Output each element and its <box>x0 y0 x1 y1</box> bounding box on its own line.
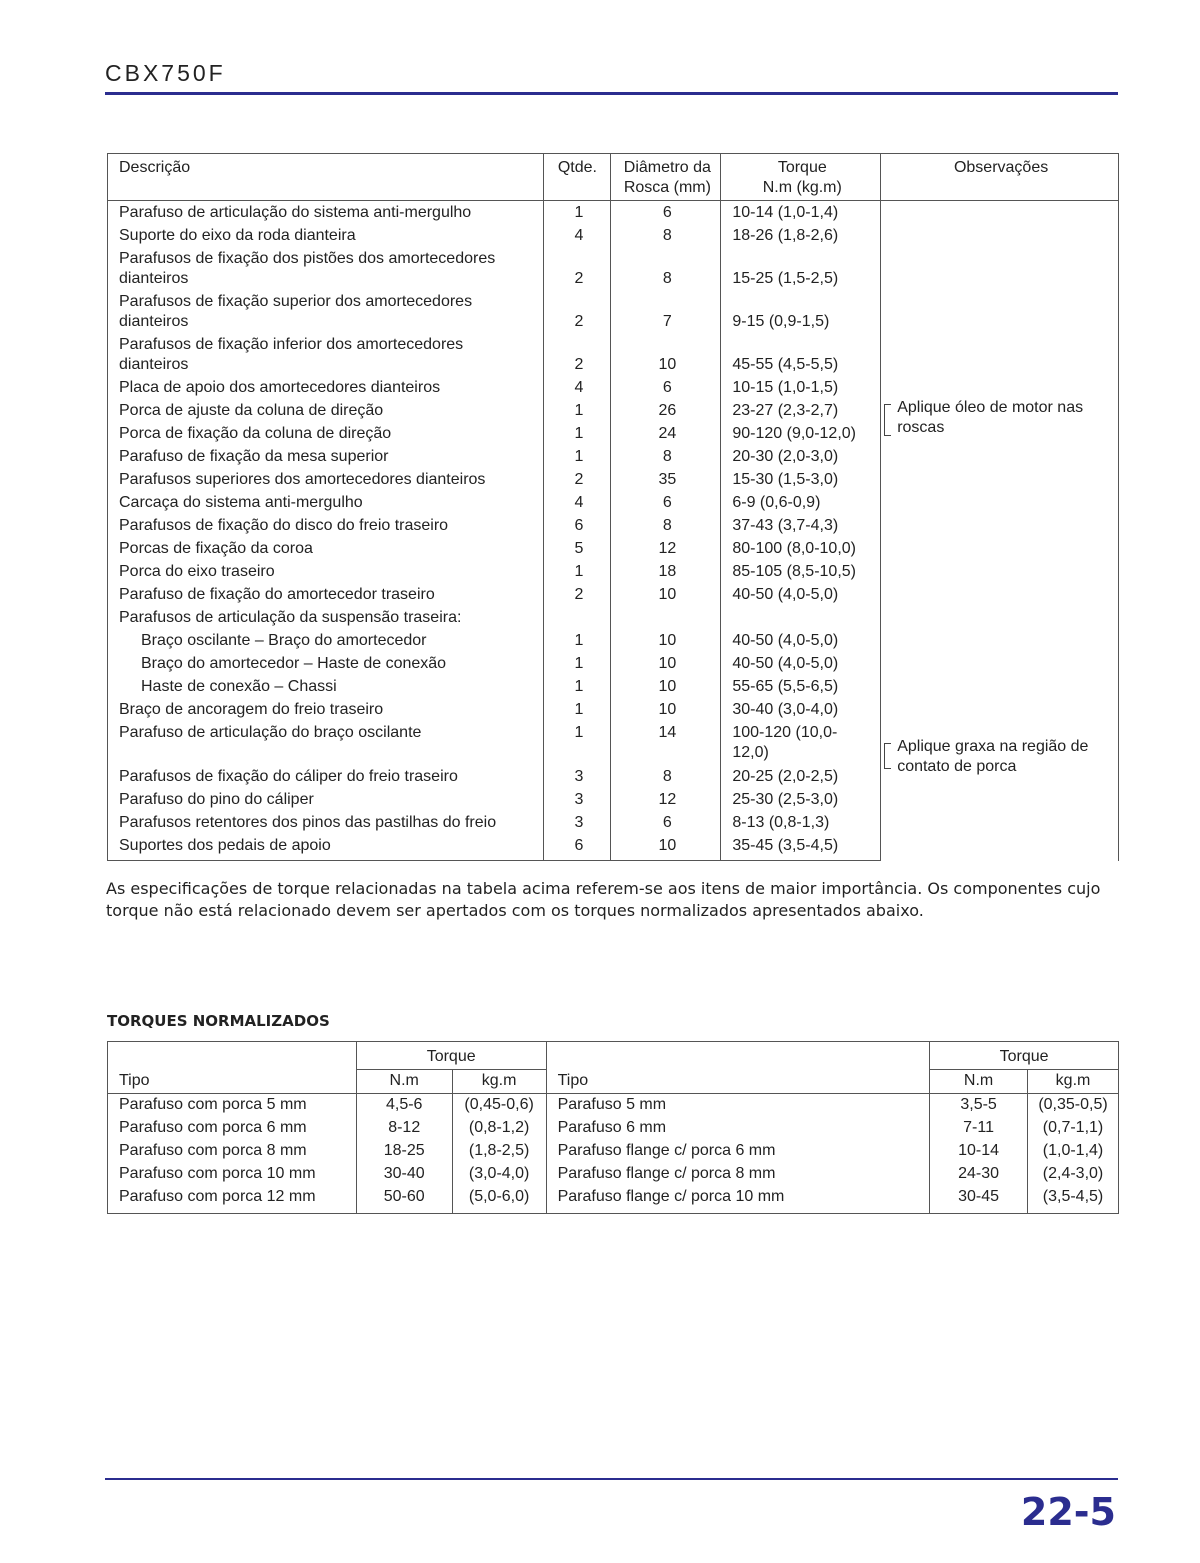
kgm-b: (1,0-1,4) <box>1028 1140 1119 1163</box>
torque-spec-table <box>107 153 1119 861</box>
type-b: Parafuso 6 mm <box>546 1117 930 1140</box>
row-diameter: 10 <box>611 675 721 698</box>
row-diameter <box>611 606 721 629</box>
type-a: Parafuso com porca 10 mm <box>108 1163 357 1186</box>
table-row <box>108 1117 1119 1140</box>
col-header-torque-line1: Torque <box>777 159 827 176</box>
row-torque: 23-27 (2,3-2,7) <box>721 399 881 422</box>
col-header-torque <box>721 154 881 201</box>
standard-torque-table <box>107 1041 1119 1214</box>
kgm-header-b: kg.m <box>1028 1070 1119 1094</box>
row-qty: 1 <box>544 652 611 675</box>
page-number: 22-5 <box>1020 1490 1116 1534</box>
row-description: Porca de fixação da coluna de direção <box>108 422 544 445</box>
row-qty: 1 <box>544 675 611 698</box>
page-header-title: CBX750F <box>105 60 226 86</box>
row-torque: 40-50 (4,0-5,0) <box>721 583 881 606</box>
row-description: Parafusos de articulação da suspensão traseira: <box>108 606 544 629</box>
row-qty: 4 <box>544 491 611 514</box>
row-torque: 8-13 (0,8-1,3) <box>721 811 881 834</box>
kgm-a: (0,45-0,6) <box>452 1094 546 1118</box>
row-diameter: 26 <box>611 399 721 422</box>
row-diameter: 6 <box>611 201 721 225</box>
table-row <box>108 1140 1119 1163</box>
type-b: Parafuso flange c/ porca 10 mm <box>546 1186 930 1214</box>
row-description <box>108 333 544 376</box>
row-torque: 40-50 (4,0-5,0) <box>721 652 881 675</box>
row-description-line1: Parafusos de fixação superior dos amortecedores <box>119 293 473 310</box>
row-torque: 35-45 (3,5-4,5) <box>721 834 881 861</box>
footer-rule <box>105 1478 1118 1480</box>
table-row <box>108 1186 1119 1214</box>
type-a: Parafuso com porca 5 mm <box>108 1094 357 1118</box>
nm-a: 50-60 <box>356 1186 452 1214</box>
row-torque: 85-105 (8,5-10,5) <box>721 560 881 583</box>
col-header-diameter <box>611 154 721 201</box>
row-torque: 10-15 (1,0-1,5) <box>721 376 881 399</box>
table-header-row <box>108 154 1119 201</box>
row-torque: 37-43 (3,7-4,3) <box>721 514 881 537</box>
row-diameter: 35 <box>611 468 721 491</box>
row-diameter: 10 <box>611 652 721 675</box>
nm-a: 18-25 <box>356 1140 452 1163</box>
row-qty: 1 <box>544 629 611 652</box>
row-qty: 6 <box>544 834 611 861</box>
nm-a: 4,5-6 <box>356 1094 452 1118</box>
row-diameter: 10 <box>611 698 721 721</box>
table-row <box>108 1094 1119 1118</box>
row-torque: 9-15 (0,9-1,5) <box>721 290 881 333</box>
row-description: Parafusos de fixação do cáliper do freio traseiro <box>108 765 544 788</box>
row-torque: 80-100 (8,0-10,0) <box>721 537 881 560</box>
row-torque: 10-14 (1,0-1,4) <box>721 201 881 225</box>
type-a: Parafuso com porca 12 mm <box>108 1186 357 1214</box>
row-diameter: 12 <box>611 537 721 560</box>
col-header-torque-line2: N.m (kg.m) <box>762 179 842 196</box>
row-diameter: 8 <box>611 514 721 537</box>
row-qty: 2 <box>544 583 611 606</box>
torque-group-header-a: Torque <box>356 1042 546 1070</box>
row-torque: 20-25 (2,0-2,5) <box>721 765 881 788</box>
kgm-b: (3,5-4,5) <box>1028 1186 1119 1214</box>
row-torque: 20-30 (2,0-3,0) <box>721 445 881 468</box>
row-diameter: 18 <box>611 560 721 583</box>
row-qty: 1 <box>544 560 611 583</box>
row-description: Parafuso de articulação do braço oscilante <box>108 721 544 765</box>
row-qty: 1 <box>544 399 611 422</box>
row-qty: 1 <box>544 201 611 225</box>
row-qty: 1 <box>544 698 611 721</box>
row-qty: 2 <box>544 290 611 333</box>
row-description-line2: dianteiros <box>119 313 189 330</box>
notes-column <box>881 201 1119 861</box>
row-diameter: 8 <box>611 445 721 468</box>
row-torque: 18-26 (1,8-2,6) <box>721 224 881 247</box>
row-description: Parafusos retentores dos pinos das pastilhas do freio <box>108 811 544 834</box>
col-header-notes: Observações <box>881 154 1119 201</box>
row-description <box>108 290 544 333</box>
row-description: Porcas de fixação da coroa <box>108 537 544 560</box>
nm-b: 10-14 <box>930 1140 1028 1163</box>
row-qty: 1 <box>544 422 611 445</box>
kgm-header-a: kg.m <box>452 1070 546 1094</box>
col-header-diameter-line1: Diâmetro da <box>623 159 711 176</box>
kgm-a: (1,8-2,5) <box>452 1140 546 1163</box>
row-description: Suporte do eixo da roda dianteira <box>108 224 544 247</box>
kgm-b: (2,4-3,0) <box>1028 1163 1119 1186</box>
kgm-a: (0,8-1,2) <box>452 1117 546 1140</box>
row-diameter: 10 <box>611 834 721 861</box>
row-description: Parafusos de fixação do disco do freio traseiro <box>108 514 544 537</box>
row-diameter: 7 <box>611 290 721 333</box>
row-description: Parafuso de fixação do amortecedor traseiro <box>108 583 544 606</box>
row-qty: 3 <box>544 811 611 834</box>
row-diameter: 24 <box>611 422 721 445</box>
row-torque: 15-25 (1,5-2,5) <box>721 247 881 290</box>
table-row <box>108 1163 1119 1186</box>
row-diameter: 10 <box>611 583 721 606</box>
nm-header-a: N.m <box>356 1070 452 1094</box>
row-description-line1: Parafusos de fixação inferior dos amortecedores <box>119 336 464 353</box>
row-torque: 15-30 (1,5-3,0) <box>721 468 881 491</box>
standard-torque-title: TORQUES NORMALIZADOS <box>107 1012 330 1030</box>
row-diameter: 12 <box>611 788 721 811</box>
row-diameter: 10 <box>611 629 721 652</box>
kgm-b: (0,7-1,1) <box>1028 1117 1119 1140</box>
note-oil-line1: Aplique óleo de motor nas <box>897 399 1084 416</box>
row-diameter: 8 <box>611 765 721 788</box>
row-description-line2: dianteiros <box>119 270 189 287</box>
row-qty: 5 <box>544 537 611 560</box>
row-description: Carcaça do sistema anti-mergulho <box>108 491 544 514</box>
kgm-a: (5,0-6,0) <box>452 1186 546 1214</box>
row-torque: 45-55 (4,5-5,5) <box>721 333 881 376</box>
row-qty <box>544 606 611 629</box>
row-qty: 4 <box>544 224 611 247</box>
row-description-line1: Parafusos de fixação dos pistões dos amortecedores <box>119 250 496 267</box>
spec-note-paragraph: As especificações de torque relacionadas na tabela acima referem-se aos itens de maior importância. Os componentes cujo torque não está relacionado devem ser apertados com os torques normalizados apresentados abaixo. <box>106 879 1101 920</box>
note-grease-line2: contato de porca <box>897 758 1017 775</box>
nm-b: 24-30 <box>930 1163 1028 1186</box>
type-b: Parafuso flange c/ porca 8 mm <box>546 1163 930 1186</box>
kgm-b: (0,35-0,5) <box>1028 1094 1119 1118</box>
row-torque: 55-65 (5,5-6,5) <box>721 675 881 698</box>
nm-header-b: N.m <box>930 1070 1028 1094</box>
row-description: Placa de apoio dos amortecedores dianteiros <box>108 376 544 399</box>
nm-b: 7-11 <box>930 1117 1028 1140</box>
row-qty: 2 <box>544 468 611 491</box>
row-description: Parafuso de articulação do sistema anti-mergulho <box>108 201 544 225</box>
row-torque: 100-120 (10,0-12,0) <box>721 721 881 765</box>
row-description: Porca do eixo traseiro <box>108 560 544 583</box>
row-diameter: 6 <box>611 811 721 834</box>
nm-b: 30-45 <box>930 1186 1028 1214</box>
row-description: Braço oscilante – Braço do amortecedor <box>108 629 544 652</box>
note-oil-line2: roscas <box>897 419 945 436</box>
row-description: Parafuso de fixação da mesa superior <box>108 445 544 468</box>
nm-b: 3,5-5 <box>930 1094 1028 1118</box>
col-header-qty: Qtde. <box>544 154 611 201</box>
header-blank <box>108 1042 357 1070</box>
row-qty: 1 <box>544 721 611 765</box>
type-a: Parafuso com porca 6 mm <box>108 1117 357 1140</box>
kgm-a: (3,0-4,0) <box>452 1163 546 1186</box>
row-qty: 2 <box>544 247 611 290</box>
nm-a: 8-12 <box>356 1117 452 1140</box>
row-qty: 3 <box>544 788 611 811</box>
row-diameter: 10 <box>611 333 721 376</box>
row-description: Parafuso do pino do cáliper <box>108 788 544 811</box>
header-blank <box>546 1042 930 1070</box>
torque-group-header-b: Torque <box>930 1042 1119 1070</box>
row-diameter: 8 <box>611 224 721 247</box>
header-rule <box>105 92 1118 95</box>
note-grease-line1: Aplique graxa na região de <box>897 738 1089 755</box>
type-a: Parafuso com porca 8 mm <box>108 1140 357 1163</box>
row-description: Suportes dos pedais de apoio <box>108 834 544 861</box>
table-header-row <box>108 1070 1119 1094</box>
table-header-row <box>108 1042 1119 1070</box>
row-torque: 25-30 (2,5-3,0) <box>721 788 881 811</box>
row-qty: 1 <box>544 445 611 468</box>
col-header-diameter-line2: Rosca (mm) <box>623 179 711 196</box>
row-description: Braço de ancoragem do freio traseiro <box>108 698 544 721</box>
row-torque: 30-40 (3,0-4,0) <box>721 698 881 721</box>
row-torque: 90-120 (9,0-12,0) <box>721 422 881 445</box>
row-diameter: 6 <box>611 376 721 399</box>
note-oil-bracket <box>884 404 891 436</box>
row-diameter: 8 <box>611 247 721 290</box>
note-grease-bracket <box>884 743 891 769</box>
row-description: Haste de conexão – Chassi <box>108 675 544 698</box>
row-qty: 6 <box>544 514 611 537</box>
row-description: Braço do amortecedor – Haste de conexão <box>108 652 544 675</box>
row-diameter: 6 <box>611 491 721 514</box>
type-b: Parafuso flange c/ porca 6 mm <box>546 1140 930 1163</box>
type-header-a: Tipo <box>108 1070 357 1094</box>
row-torque <box>721 606 881 629</box>
row-description: Porca de ajuste da coluna de direção <box>108 399 544 422</box>
table-row <box>108 201 1119 225</box>
row-description <box>108 247 544 290</box>
nm-a: 30-40 <box>356 1163 452 1186</box>
row-torque: 40-50 (4,0-5,0) <box>721 629 881 652</box>
type-b: Parafuso 5 mm <box>546 1094 930 1118</box>
type-header-b: Tipo <box>546 1070 930 1094</box>
row-description: Parafusos superiores dos amortecedores dianteiros <box>108 468 544 491</box>
row-description-line2: dianteiros <box>119 356 189 373</box>
col-header-description: Descrição <box>108 154 544 201</box>
row-diameter: 14 <box>611 721 721 765</box>
row-qty: 4 <box>544 376 611 399</box>
row-torque: 6-9 (0,6-0,9) <box>721 491 881 514</box>
row-qty: 3 <box>544 765 611 788</box>
row-qty: 2 <box>544 333 611 376</box>
